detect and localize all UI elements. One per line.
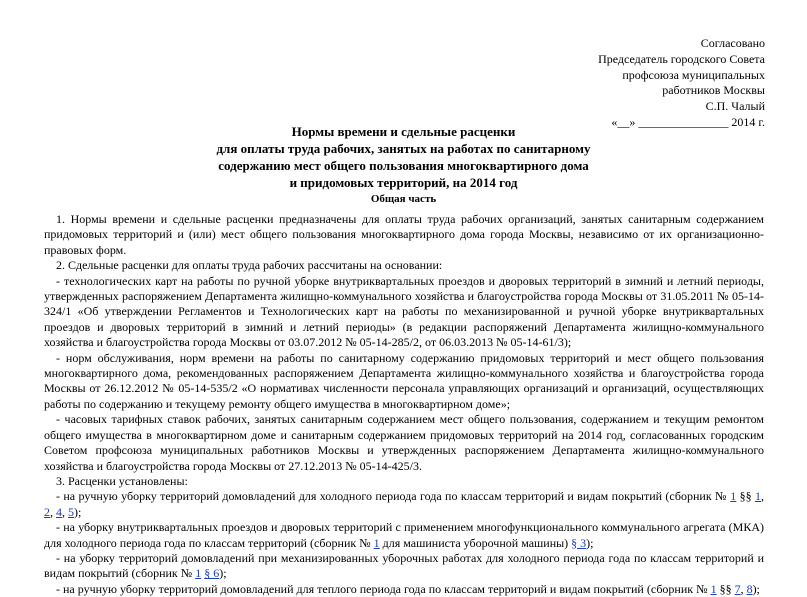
approval-line: Председатель городского Совета bbox=[598, 51, 765, 66]
approval-line: Согласовано bbox=[700, 36, 765, 50]
paragraph-with-links bbox=[44, 489, 764, 520]
paragraph-text: для машиниста уборочной машины) bbox=[379, 535, 572, 550]
approval-date-line: «__» _______________ 2014 г. bbox=[611, 114, 765, 129]
section-link[interactable]: 4 bbox=[56, 504, 62, 519]
approval-block bbox=[525, 36, 765, 131]
paragraph-with-links bbox=[44, 520, 764, 551]
paragraph: 1. Нормы времени и сдельные расценки предназначены для оплаты труда рабочих организаций, занятых санитарным содержанием придомовых территорий и (или) мест общего пользования многоквартирного дома города Москвы, независимо от их организационно-правовых форм. bbox=[44, 212, 764, 257]
title-line: Нормы времени и сдельные расценки bbox=[291, 124, 516, 139]
paragraph-text: ); bbox=[74, 504, 82, 519]
title-line: и придомовых территорий, на 2014 год bbox=[289, 175, 518, 190]
approval-line: работников Москвы bbox=[662, 83, 765, 98]
paragraph-with-links bbox=[44, 551, 764, 582]
section-link[interactable]: 2 bbox=[44, 504, 50, 519]
section-link[interactable]: 8 bbox=[746, 581, 753, 596]
title-line: содержанию мест общего пользования многоквартирного дома bbox=[218, 158, 589, 173]
paragraph-text: , bbox=[62, 504, 68, 519]
paragraph-text: §§ bbox=[736, 489, 755, 504]
paragraph: - часовых тарифных ставок рабочих, занятых санитарным содержанием мест общего пользования, содержанием и текущим ремонтом общего имущества в многоквартирном доме и санитарным содержанием придомовых территорий на 2014 год, согласованных городским Советом профсоюза муниципальных работников Москвы и утвержденных распоряжением Департамента жилищно-коммунального хозяйства и благоустройства города Москвы от 27.12.2013 № 05-14-425/3. bbox=[44, 412, 764, 473]
paragraph-with-links bbox=[44, 582, 764, 597]
paragraph-text: §§ bbox=[716, 581, 735, 596]
paragraph-text: - на уборку территорий домовладений при механизированных уборочных работах для холодного периода года по классам территорий и видам покрытий (сборник № bbox=[44, 550, 764, 581]
section-link[interactable]: § 3 bbox=[571, 535, 587, 550]
paragraph: 2. Сдельные расценки для оплаты труда рабочих рассчитаны на основании: bbox=[56, 258, 443, 273]
section-link[interactable]: § 6 bbox=[204, 566, 220, 581]
title-line: для оплаты труда рабочих, занятых на работах по санитарному bbox=[216, 141, 591, 156]
approval-line: профсоюза муниципальных bbox=[622, 67, 765, 82]
paragraph-text: , bbox=[740, 581, 747, 596]
paragraph-text: ); bbox=[752, 581, 760, 596]
section-title: Общая часть bbox=[370, 193, 437, 205]
approval-line: С.П. Чалый bbox=[705, 99, 765, 114]
section-link[interactable]: 7 bbox=[734, 581, 741, 596]
document-body bbox=[44, 212, 764, 597]
paragraph-text: - на ручную уборку территорий домовладений для холодного периода года по классам территорий и видам покрытий (сборник № bbox=[56, 489, 731, 504]
collection-link[interactable]: 1 bbox=[710, 581, 717, 596]
section-link[interactable]: 5 bbox=[68, 504, 74, 519]
paragraph-text: ); bbox=[586, 535, 594, 550]
paragraph: - норм обслуживания, норм времени на работы по санитарному содержанию придомовых территорий и мест общего пользования многоквартирного дома, рекомендованных распоряжением Департамента жилищно-коммунального хозяйства и благоустройства города Москвы от 26.12.2012 № 05-14-535/2 «О нормативах численности персонала управляющих организаций и организаций, осуществляющих работы по содержанию и текущему ремонту общего имущества в многоквартирном доме»; bbox=[44, 350, 764, 411]
paragraph-text: - на уборку внутриквартальных проездов и дворовых территорий с применением многофункционального коммунального агрегата (МКА) для холодного периода года по классам территорий (сборник № bbox=[44, 520, 764, 550]
collection-link[interactable]: 1 bbox=[195, 566, 202, 581]
collection-link[interactable]: 1 bbox=[730, 489, 737, 504]
paragraph-text: , bbox=[50, 504, 56, 519]
document-title bbox=[0, 123, 807, 191]
collection-link[interactable]: 1 bbox=[373, 535, 380, 550]
paragraph-text: , bbox=[761, 489, 764, 504]
section-link[interactable]: 1 bbox=[755, 489, 761, 504]
paragraph: - технологических карт на работы по ручной уборке внутриквартальных проездов и дворовых территорий в зимний и летний периоды, утвержденных распоряжением Департамента жилищно-коммунального хозяйства и благоустройства города Москвы от 31.05.2011 № 05-14-324/1 «Об утверждении Регламентов и Технологических карт на работы по механизированной и ручной уборке внутриквартальных проездов и дворовых территорий в зимний и летний периоды» (в редакции распоряжений Департамента жилищно-коммунального хозяйства и благоустройства города Москвы от 03.07.2012 № 05-14-285/2, от 06.03.2013 № 05-14-61/3); bbox=[44, 273, 764, 350]
paragraph-text: - на ручную уборку территорий домовладений для теплого периода года по классам территорий и видам покрытий (сборник № bbox=[56, 581, 711, 596]
paragraph-text: ); bbox=[219, 566, 227, 581]
paragraph: 3. Расценки установлены: bbox=[56, 473, 188, 488]
